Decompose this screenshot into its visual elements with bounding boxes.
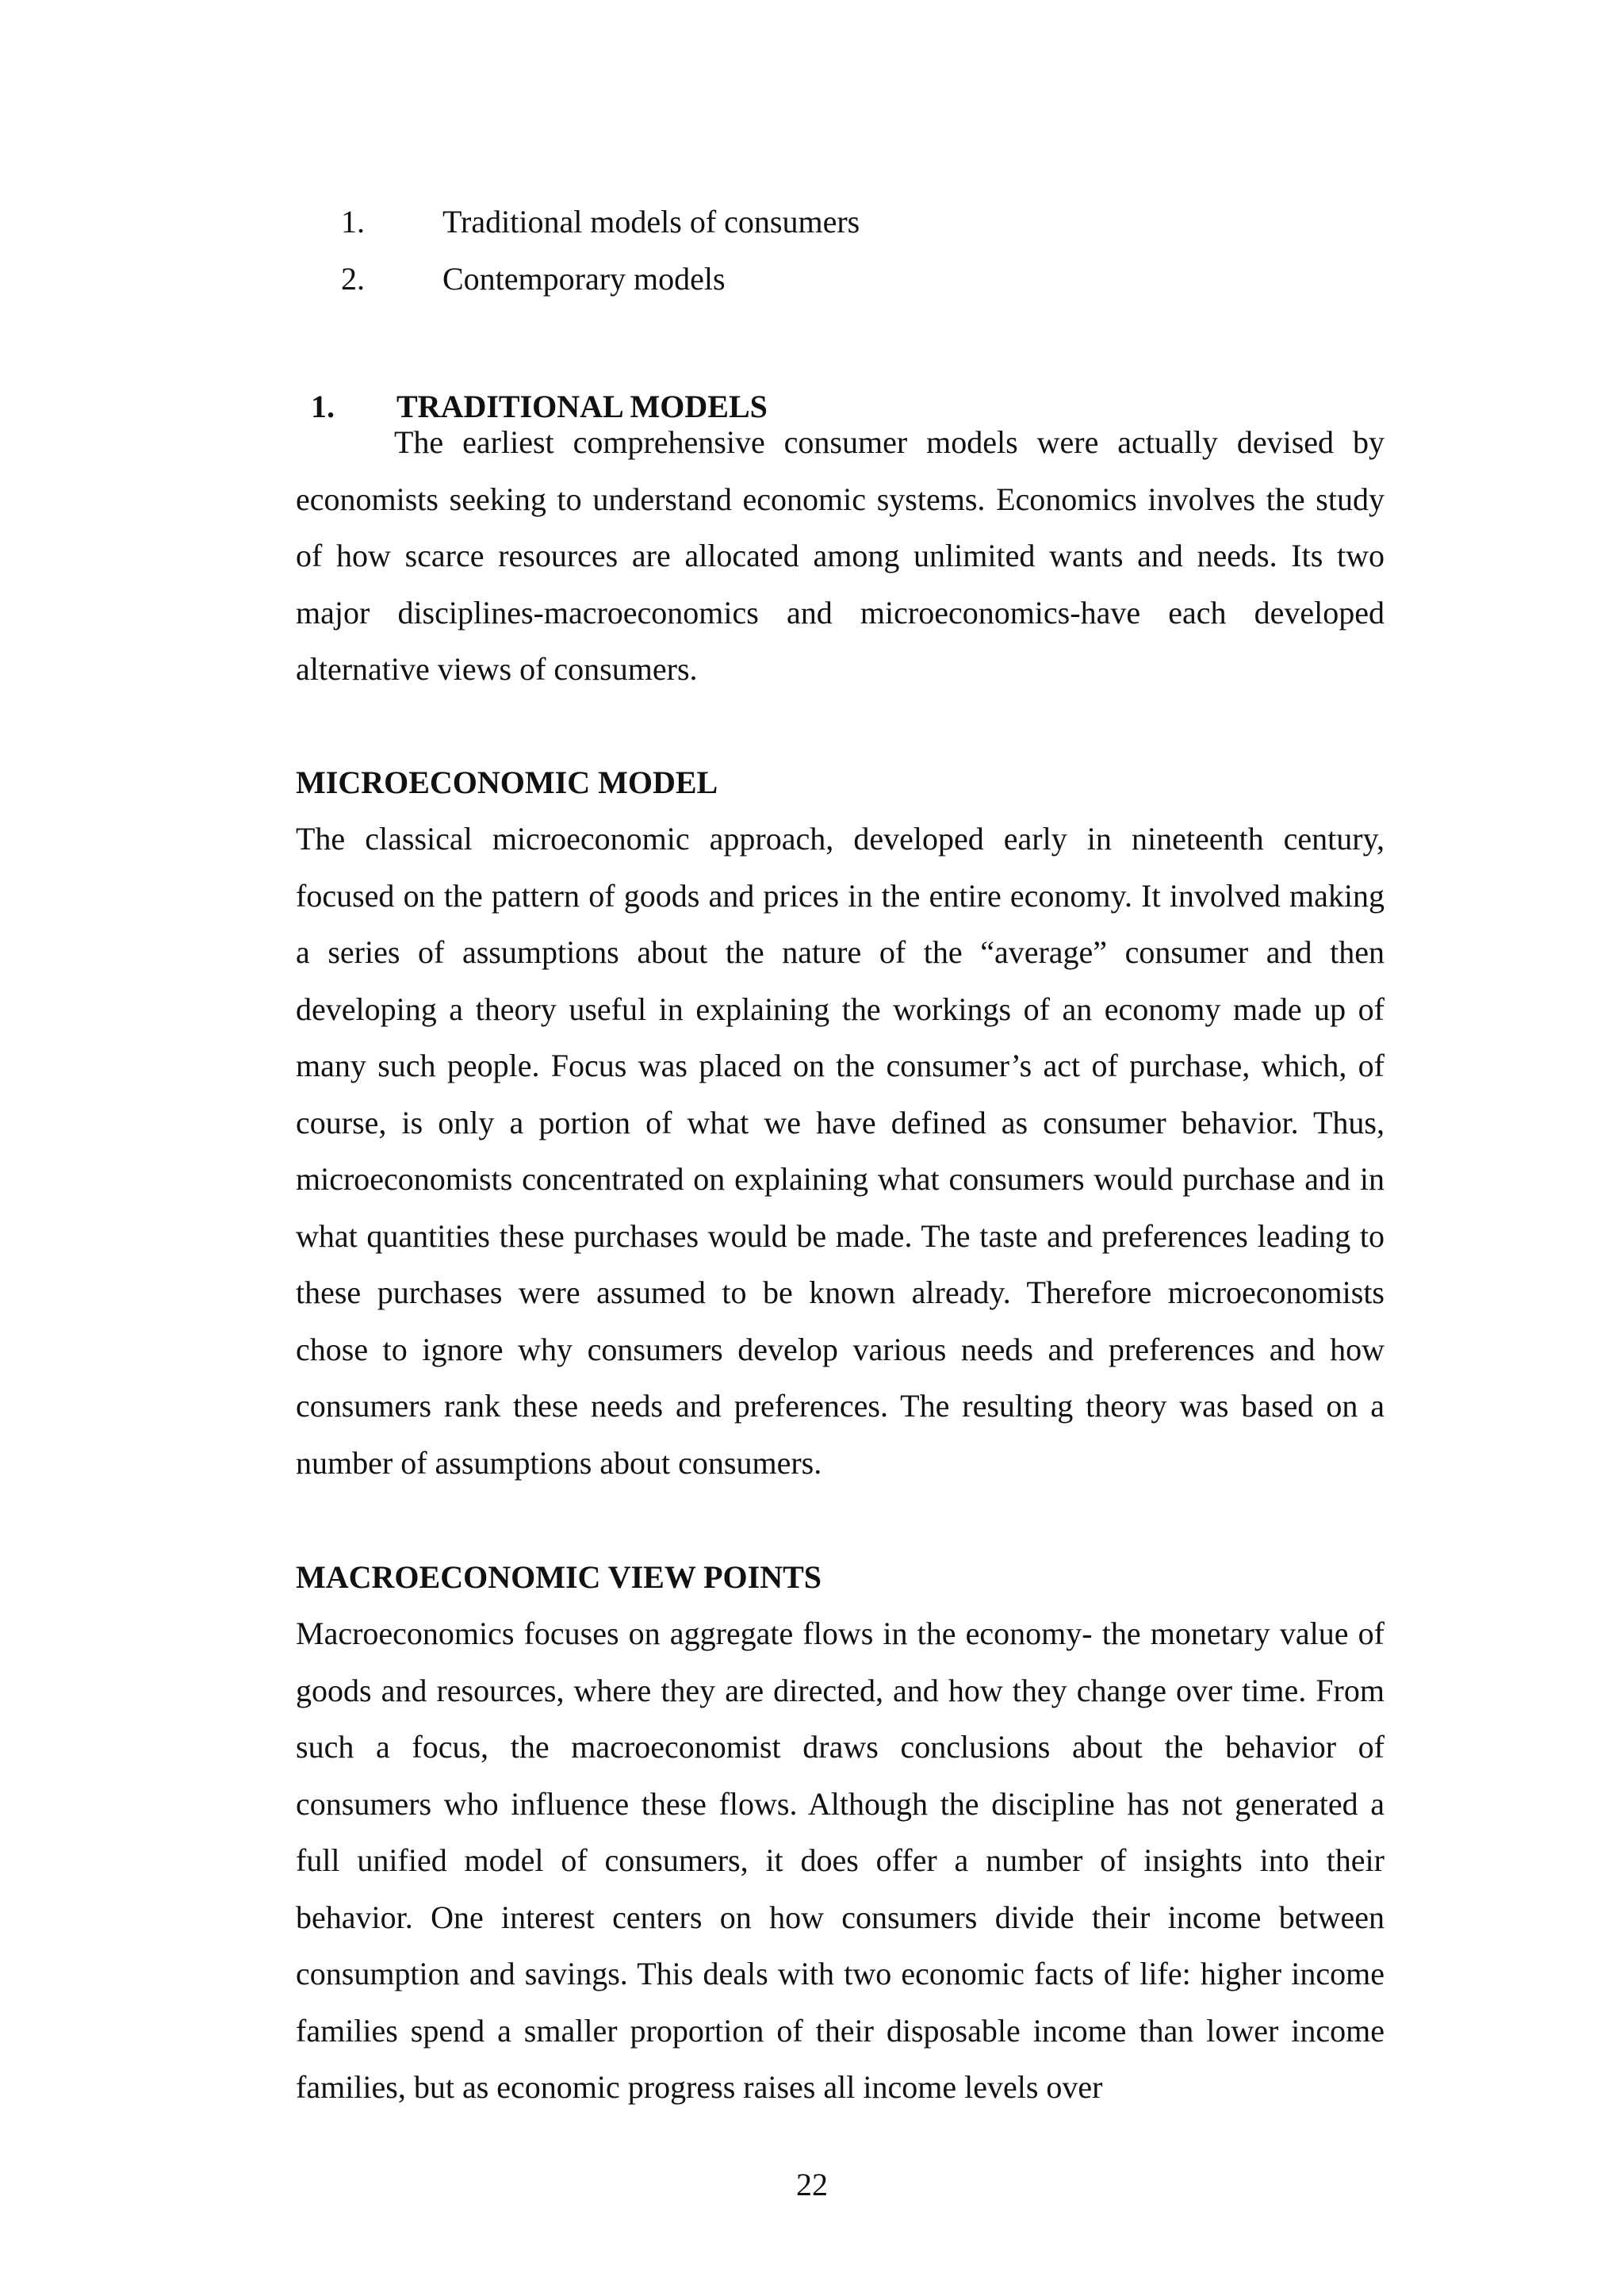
list-item-number: 2. xyxy=(341,261,365,297)
list-item xyxy=(341,194,1372,251)
microeconomic-heading: MICROECONOMIC MODEL xyxy=(296,765,718,800)
list-item xyxy=(341,251,1372,308)
microeconomic-paragraph: The classical microeconomic approach, developed early in nineteenth century, focused on the pattern of goods and prices in the entire economy. It involved making a series of assumptions about the nature of the “average” consumer and then developing a theory useful in explaining the workings of an economy made up of many such people. Focus was placed on the consumer’s act of purchase, which, of course, is only a portion of what we have defined as consumer behavior. Thus, microeconomists concentrated on explaining what consumers would purchase and in what quantities these purchases would be made. The taste and preferences leading to these purchases were assumed to be known already. Therefore microeconomists chose to ignore why consumers develop various needs and preferences and how consumers rank these needs and preferences. The resulting theory was based on a number of assumptions about consumers. xyxy=(296,821,1385,1481)
list-item-text: Traditional models of consumers xyxy=(442,204,860,240)
list-item-number: 1. xyxy=(341,204,365,240)
section-title: TRADITIONAL MODELS xyxy=(396,389,768,424)
list-item-text: Contemporary models xyxy=(442,261,726,297)
macroeconomic-paragraph: Macroeconomics focuses on aggregate flows in the economy- the monetary value of goods and resources, where they are directed, and how they change over time. From such a focus, the macroeconomist draws conclusions about the behavior of consumers who influence these flows. Although the discipline has not generated a full unified model of consumers, it does offer a number of insights into their behavior. One interest centers on how consumers divide their income between consumption and savings. This deals with two economic facts of life: higher income families spend a smaller proportion of their disposable income than lower income families, but as economic progress raises all income levels over xyxy=(296,1616,1385,2105)
section-number: 1. xyxy=(311,389,335,424)
intro-paragraph: The earliest comprehensive consumer models were actually devised by economists seeking to understand economic systems. Economics involves the study of how scarce resources are allocated among unlimited wants and needs. Its two major disciplines-macroeconomics and microeconomics-have each developed alternative views of consumers. xyxy=(296,424,1385,687)
numbered-list xyxy=(341,194,1372,308)
page-number: 22 xyxy=(796,2167,828,2202)
macroeconomic-heading: MACROECONOMIC VIEW POINTS xyxy=(296,1559,822,1595)
